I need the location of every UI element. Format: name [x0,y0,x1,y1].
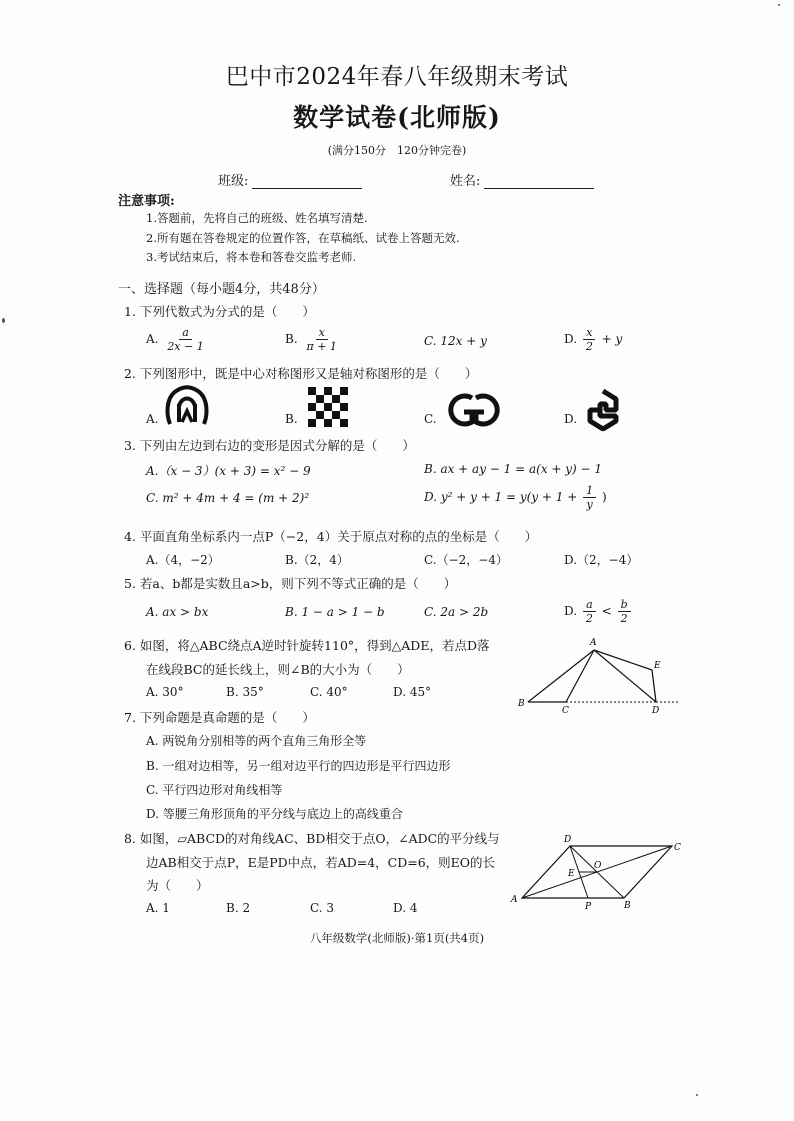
q8-stem-line2: 边AB相交于点P，E是PD中点，若AD=4，CD=6，则EO的长 [146,855,496,870]
q2-figure-b-checker [305,384,351,430]
q4-option-a[interactable]: A.（4，−2） [146,553,220,567]
name-blank[interactable] [484,174,594,189]
q6-stem-line2: 在线段BC的延长线上，则∠B的大小为（ ） [146,662,410,677]
label-C: C [562,706,569,714]
class-label: 班级: [218,174,249,189]
scan-speck [696,1094,698,1096]
fraction: $\frac{a}{2x - 1}$ [167,326,204,353]
option-text: D. y² + y + 1 = y(y + 1 + [424,490,578,504]
q3-option-c[interactable]: C. m² + 4m + 4 = (m + 2)² [146,491,310,505]
q8-option-d[interactable]: D. 4 [393,901,418,915]
fraction: $\frac{1}{y}$ [583,484,596,511]
option-label: A. [146,332,159,346]
q3-stem: 3. 下列由左边到右边的变形是因式分解的是（ ） [124,438,415,453]
note-item: 3.考试结束后，将本卷和答卷交监考老师. [146,250,357,264]
fraction: $\frac{x}{\pi + 1}$ [306,326,337,353]
q1-option-d[interactable] [564,326,622,353]
option-label: D. [564,332,578,346]
q1-option-c[interactable]: C. 12x + y [424,334,487,348]
q2-option-d-label[interactable]: D. [564,412,578,426]
q7-option-a[interactable]: A. 两锐角分别相等的两个直角三角形全等 [146,734,367,748]
label-D: D [564,835,572,845]
notes-heading: 注意事项: [118,194,175,209]
operator: < [601,604,612,618]
q3-option-a[interactable]: A.（x − 3）(x + 3) = x² − 9 [146,464,311,478]
label-O: O [594,861,602,871]
q6-option-b[interactable]: B. 35° [226,685,264,699]
class-blank[interactable] [252,174,362,189]
q8-option-a[interactable]: A. 1 [146,901,170,915]
q2-option-c-label[interactable]: C. [424,412,437,426]
q8-stem-line3: 为（ ） [146,878,209,893]
fraction: $\frac{x}{2}$ [583,326,596,353]
section-heading: 一、选择题（每小题4分，共48分） [118,282,325,297]
q6-option-a[interactable]: A. 30° [146,685,184,699]
q6-option-c[interactable]: C. 40° [310,685,348,699]
page-footer: 八年级数学(北师版)·第1页(共4页) [309,931,485,945]
q1-stem: 1. 下列代数式为分式的是（ ） [124,304,315,319]
label-E: E [568,869,575,879]
q5-option-c[interactable]: C. 2a > 2b [424,605,489,619]
label-E: E [654,661,661,671]
q6-rotation-figure [514,632,684,714]
class-field[interactable] [218,170,362,189]
scan-speck [2,318,5,323]
q3-option-b[interactable]: B. ax + ay − 1 = a(x + y) − 1 [424,462,603,476]
q2-figure-c-rings [444,388,504,432]
q6-stem-line1: 6. 如图，将△ABC绕点A逆时针旋转110°，得到△ADE，若点D落 [124,638,490,653]
exam-title: 巴中市2024年春八年级期末考试 [225,64,569,90]
q2-figure-d-hexmark [586,388,620,432]
name-field[interactable] [450,170,594,189]
exam-meta: (满分150分 120分钟完卷) [327,144,467,157]
q5-option-a[interactable]: A. ax > bx [146,605,209,619]
label-A: A [511,895,518,905]
q1-option-b[interactable] [285,326,342,353]
name-label: 姓名: [450,174,481,189]
q7-option-c[interactable]: C. 平行四边形对角线相等 [146,783,283,797]
q5-stem: 5. 若a、b都是实数且a>b，则下列不等式正确的是（ ） [124,576,457,591]
q8-option-b[interactable]: B. 2 [226,901,251,915]
q7-stem: 7. 下列命题是真命题的是（ ） [124,710,315,725]
q1-option-a[interactable] [146,326,209,353]
fraction: $\frac{a}{2}$ [583,598,596,625]
q4-option-d[interactable]: D.（2，−4） [564,553,639,567]
q5-option-b[interactable]: B. 1 − a > 1 − b [285,605,385,619]
paper-subtitle: 数学试卷(北师版) [293,103,501,132]
label-B: B [518,699,525,709]
q5-option-d[interactable] [564,598,633,625]
option-label: B. [285,332,298,346]
q4-option-b[interactable]: B.（2，4） [285,553,349,567]
q6-option-d[interactable]: D. 45° [393,685,432,699]
q7-option-d[interactable]: D. 等腰三角形顶角的平分线与底边上的高线重合 [146,807,403,821]
option-label: D. [564,604,578,618]
q3-option-d[interactable] [424,484,607,511]
q2-option-b-label[interactable]: B. [285,412,298,426]
note-item: 1.答题前，先将自己的班级、姓名填写清楚. [146,211,368,225]
q4-option-c[interactable]: C.（−2，−4） [424,553,508,567]
label-P: P [585,902,592,912]
scan-speck [778,4,780,6]
q2-option-a-label[interactable]: A. [146,412,159,426]
q2-figure-a-emblem [162,384,212,430]
q7-option-b[interactable]: B. 一组对边相等，另一组对边平行的四边形是平行四边形 [146,759,451,773]
q2-stem: 2. 下列图形中，既是中心对称图形又是轴对称图形的是（ ） [124,366,478,381]
q8-parallelogram-figure [508,832,688,914]
q8-stem-line1: 8. 如图，▱ABCD的对角线AC、BD相交于点O，∠ADC的平分线与 [124,831,500,846]
option-tail: + y [601,332,623,346]
label-D: D [652,706,660,714]
note-item: 2.所有题在答卷规定的位置作答，在草稿纸、试卷上答题无效. [146,231,460,245]
label-C: C [674,843,681,853]
label-A: A [590,638,597,648]
option-tail: ) [601,490,607,504]
q4-stem: 4. 平面直角坐标系内一点P（−2，4）关于原点对称的点的坐标是（ ） [124,529,538,544]
q8-option-c[interactable]: C. 3 [310,901,335,915]
label-B: B [624,901,631,911]
fraction: $\frac{b}{2}$ [618,598,631,625]
